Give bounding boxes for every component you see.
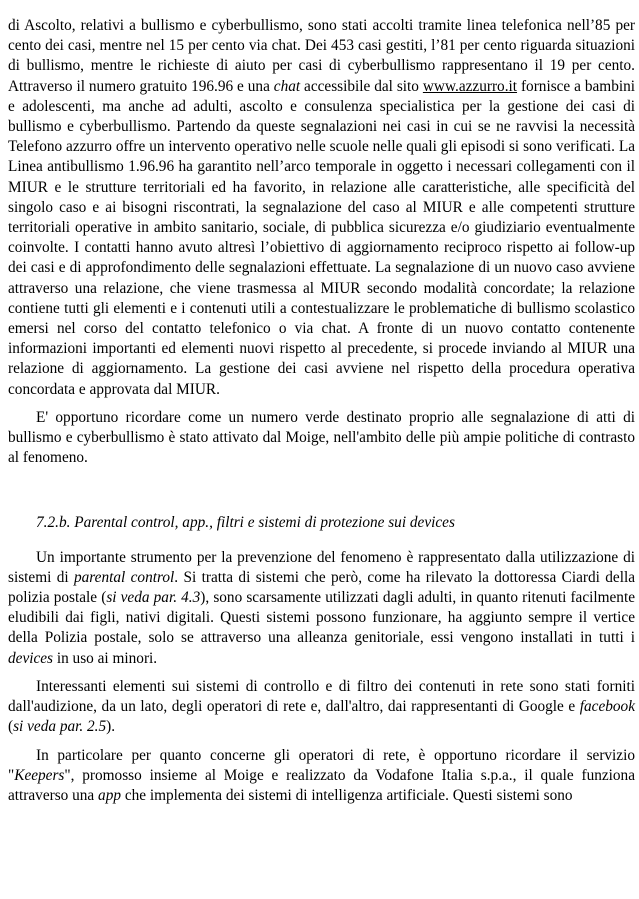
paragraph-telefono-azzurro — [8, 16, 635, 400]
reference-par-2-5: si veda par. 2.5 — [13, 718, 107, 736]
text-run: che implementa dei sistemi di intelligenza artificiale. Questi sistemi sono — [121, 786, 573, 804]
text-run: ( — [8, 718, 14, 736]
reference-par-4-3: si veda par. 4.3 — [106, 589, 201, 607]
paragraph-parental-control — [8, 548, 635, 669]
text-run: fornisce a bambini e adolescenti, ma anche ad adulti, ascolto e consulenza specialistica per la gestione dei casi di bullismo e cyberbullismo. Partendo da queste segnalazioni nei casi in cui se ne ravvisi la necessità Telefono azzurro offre un intervento operativo nelle scuole nelle quali gli episodi si sono verificati. La Linea antibullismo 1.96.96 ha garantito nell’arco temporale in oggetto i necessari collegamenti con il MIUR e le strutture territoriali ed ha favorito, in relazione alle caratteristiche, alle specificità del singolo caso e ai bisogni riscontrati, la segnalazione del caso al MIUR e alle competenti strutture territoriali operative in ambito sanitario, sociale, di pubblica sicurezza e/o giudiziario eventualmente coinvolte. I contatti hanno avuto altresì l’obiettivo di aggiornamento reciproco rispetto ai follow-up dei casi e di approfondimento delle segnalazioni effettuate. La segnalazione di un nuovo caso avviene attraverso una relazione, che viene trasmessa al MIUR secondo modalità concordate; la relazione contiene tutti gli elementi e i contenuti utili a contestualizzare le problematiche di bullismo scolastico emersi nel corso del contatto telefonico o via chat. A fronte di un nuovo contatto contenente informazioni importanti ed elementi nuovi rispetto al precedente, si procede inviando al MIUR una relazione di aggiornamento. La gestione dei casi avviene nel rispetto della procedura operativa concordata e approvata dal MIUR. — [8, 77, 635, 398]
azzurro-link[interactable]: www.azzurro.it — [422, 77, 518, 95]
text-run: ), sono scarsamente utilizzati dagli adulti, in quanto ritenuti facilmente eludibili dai figli, nativi digitali. Questi sistemi possono funzionare, ha aggiunto sempre il vertice della Polizia postale, solo se attraverso una alleanza genitoriale, essi vengono installati in tutti i — [8, 589, 635, 647]
section-heading: 7.2.b. Parental control, app., filtri e sistemi di protezione sui devices — [36, 514, 455, 532]
text-run: ", promosso insieme al Moige e realizzato da Vodafone Italia s.p.a., il quale funziona attraverso una — [8, 766, 635, 804]
text-run: In particolare per quanto concerne gli operatori di rete, è opportuno ricordare il servizio " — [8, 746, 635, 784]
text-run: di Ascolto, relativi a bullismo e cyberbullismo, sono stati accolti tramite linea telefonica nell’85 per cento dei casi, mentre nel 15 per cento via chat. Dei 453 casi gestiti, l’81 per cento riguarda situazioni di bullismo, mentre le richieste di aiuto per casi di cyberbullismo rappresentano il 19 per cento. Attraverso il numero gratuito 196.96 e una — [8, 17, 635, 95]
emphasis-devices: devices — [8, 649, 54, 667]
text-run: Un importante strumento per la prevenzione del fenomeno è rappresentato dalla utilizzazione di sistemi di — [8, 548, 635, 586]
text-run: . Si tratta di sistemi che però, come ha rilevato la dottoressa Ciardi della polizia postale ( — [8, 568, 635, 607]
text-run: accessibile dal sito — [300, 77, 423, 95]
text-run: in uso ai minori. — [53, 649, 158, 667]
paragraph-moige-numero-verde: E' opportuno ricordare come un numero verde destinato proprio alle segnalazione di atti di bullismo e cyberbullismo è stato attivato dal Moige, nell'ambito delle più ampie politiche di contrasto al fenomeno. — [8, 408, 635, 467]
emphasis-facebook: facebook — [579, 698, 635, 716]
text-run: Interessanti elementi sui sistemi di controllo e di filtro dei contenuti in rete sono stati forniti dall'audizione, da un lato, degli operatori di rete e, dall'altro, dai rappresentanti di Google e — [8, 677, 635, 716]
emphasis-app: app — [98, 786, 121, 804]
paragraph-keepers — [8, 746, 635, 807]
emphasis-parental-control: parental control — [74, 568, 175, 586]
emphasis-keepers: Keepers — [14, 766, 65, 784]
text-run: ). — [106, 718, 116, 736]
paragraph-filtri — [8, 677, 635, 738]
emphasis-chat: chat — [273, 77, 301, 95]
